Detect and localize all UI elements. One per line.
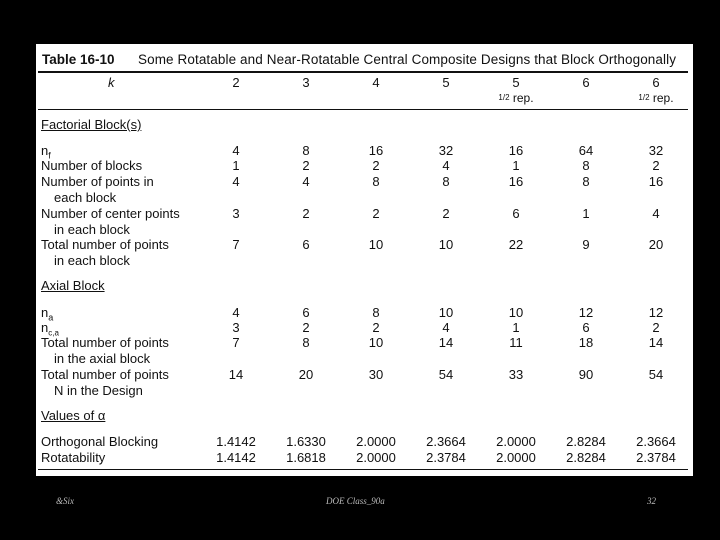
label-axial-total-line2: in the axial block (54, 351, 151, 366)
cell-nca: 2 (302, 320, 310, 335)
cell-na: 12 (648, 305, 664, 320)
cell-nca: 2 (652, 320, 660, 335)
cell-center: 4 (652, 206, 660, 221)
cell-rot: 2.0000 (356, 450, 396, 465)
cell-na: 10 (438, 305, 454, 320)
label-center-points-line2: in each block (54, 222, 130, 237)
cell-axtotal: 14 (438, 335, 454, 350)
cell-blocks: 2 (302, 158, 310, 173)
cell-center: 1 (582, 206, 590, 221)
label-nca-main: n (41, 320, 49, 335)
cell-blocks: 8 (582, 158, 590, 173)
label-na-sub: a (48, 312, 54, 323)
cell-rot: 2.3784 (426, 450, 466, 465)
label-total-points-line2: in each block (54, 253, 130, 268)
label-nca-sub: c,a (48, 328, 59, 338)
cell-ortho: 2.0000 (356, 434, 396, 449)
cell-na: 12 (578, 305, 594, 320)
cell-axtotal: 7 (232, 335, 240, 350)
cell-axtotal: 18 (578, 335, 594, 350)
cell-nf: 16 (368, 143, 384, 158)
cell-design: 30 (368, 367, 384, 382)
section-factorial-block: Factorial Block(s) (41, 117, 142, 132)
footer-page-number: 32 (647, 496, 656, 506)
cell-blocks: 2 (372, 158, 380, 173)
cell-points: 8 (442, 174, 450, 189)
column-header-k-value: 5 (512, 75, 520, 90)
bottom-rule (38, 469, 688, 470)
cell-points: 8 (372, 174, 380, 189)
cell-ortho: 2.3664 (426, 434, 466, 449)
label-points-in-line2: each block (54, 190, 117, 205)
cell-total: 10 (438, 237, 454, 252)
cell-axtotal: 8 (302, 335, 310, 350)
cell-axtotal: 14 (648, 335, 664, 350)
cell-design: 33 (508, 367, 524, 382)
cell-rot: 2.3784 (636, 450, 676, 465)
label-axial-total-line1: Total number of points (41, 335, 169, 350)
label-orthogonal-blocking: Orthogonal Blocking (41, 434, 159, 449)
cell-nf: 16 (508, 143, 524, 158)
header-rule (38, 109, 688, 110)
label-nf-sub: f (48, 150, 51, 161)
cell-nf: 64 (578, 143, 594, 158)
section-values-of-alpha: Values of α (41, 408, 106, 423)
label-points-in-line1: Number of points in (41, 174, 154, 189)
label-total-points-line1: Total number of points (41, 237, 169, 252)
label-number-of-blocks: Number of blocks (41, 158, 143, 173)
cell-nf: 32 (438, 143, 454, 158)
column-header-k-value: 6 (652, 75, 660, 90)
cell-na: 10 (508, 305, 524, 320)
cell-nca: 1 (512, 320, 520, 335)
cell-design: 14 (228, 367, 244, 382)
cell-design: 20 (298, 367, 314, 382)
cell-points: 8 (582, 174, 590, 189)
cell-rot: 2.8284 (566, 450, 606, 465)
column-header-1 (206, 75, 266, 90)
column-header-6 (556, 75, 616, 90)
cell-blocks: 2 (652, 158, 660, 173)
cell-axtotal: 10 (368, 335, 384, 350)
cell-nca: 3 (232, 320, 240, 335)
cell-total: 6 (302, 237, 310, 252)
fraction-value: 1/2 (498, 93, 510, 102)
label-rotatability: Rotatability (41, 450, 106, 465)
cell-center: 2 (372, 206, 380, 221)
cell-nf: 32 (648, 143, 664, 158)
cell-nca: 4 (442, 320, 450, 335)
cell-center: 6 (512, 206, 520, 221)
column-header-k-value: 2 (232, 75, 240, 90)
column-header-4 (416, 75, 476, 90)
fraction-suffix: rep. (652, 91, 674, 105)
column-header-5 (486, 75, 546, 106)
cell-total: 9 (582, 237, 590, 252)
label-na-main: n (41, 305, 49, 320)
cell-rot: 2.0000 (496, 450, 536, 465)
cell-ortho: 2.8284 (566, 434, 606, 449)
cell-blocks: 4 (442, 158, 450, 173)
fraction-suffix: rep. (512, 91, 534, 105)
cell-design: 54 (648, 367, 664, 382)
cell-points: 16 (508, 174, 524, 189)
cell-nf: 8 (302, 143, 310, 158)
table-number: Table 16-10 (42, 52, 115, 67)
cell-center: 2 (302, 206, 310, 221)
cell-rot: 1.6818 (286, 450, 326, 465)
cell-ortho: 1.6330 (286, 434, 326, 449)
cell-blocks: 1 (232, 158, 240, 173)
table-title-bar (38, 49, 688, 73)
column-header-3 (346, 75, 406, 90)
label-center-points-line1: Number of center points (41, 206, 180, 221)
cell-nf: 4 (232, 143, 240, 158)
cell-na: 8 (372, 305, 380, 320)
cell-ortho: 2.0000 (496, 434, 536, 449)
column-header-7 (626, 75, 686, 106)
label-design-total-line2: N in the Design (54, 383, 143, 398)
column-header-k-value: 3 (302, 75, 310, 90)
cell-total: 20 (648, 237, 664, 252)
section-axial-block: Axial Block (41, 278, 105, 293)
cell-design: 90 (578, 367, 594, 382)
k-column-label: k (108, 75, 115, 90)
cell-rot: 1.4142 (216, 450, 256, 465)
cell-points: 4 (232, 174, 240, 189)
cell-points: 4 (302, 174, 310, 189)
cell-ortho: 2.3664 (636, 434, 676, 449)
column-header-2 (276, 75, 336, 90)
cell-design: 54 (438, 367, 454, 382)
footer-center: DOE Class_90a (326, 496, 385, 506)
cell-ortho: 1.4142 (216, 434, 256, 449)
column-header-k-value: 4 (372, 75, 380, 90)
cell-blocks: 1 (512, 158, 520, 173)
cell-center: 3 (232, 206, 240, 221)
table-caption: Some Rotatable and Near-Rotatable Central Composite Designs that Block Orthogonally (138, 52, 677, 67)
footer-left: &Six (56, 496, 74, 506)
cell-nca: 2 (372, 320, 380, 335)
cell-na: 6 (302, 305, 310, 320)
column-header-fraction (626, 90, 686, 106)
cell-nca: 6 (582, 320, 590, 335)
table-panel (36, 44, 693, 476)
column-header-k-value: 6 (582, 75, 590, 90)
cell-na: 4 (232, 305, 240, 320)
column-header-fraction (486, 90, 546, 106)
cell-center: 2 (442, 206, 450, 221)
fraction-value: 1/2 (638, 93, 650, 102)
label-nf-main: n (41, 143, 49, 158)
column-header-k-value: 5 (442, 75, 450, 90)
cell-total: 22 (508, 237, 524, 252)
label-design-total-line1: Total number of points (41, 367, 169, 382)
cell-axtotal: 11 (509, 335, 523, 350)
cell-points: 16 (648, 174, 664, 189)
cell-total: 7 (232, 237, 240, 252)
cell-total: 10 (368, 237, 384, 252)
